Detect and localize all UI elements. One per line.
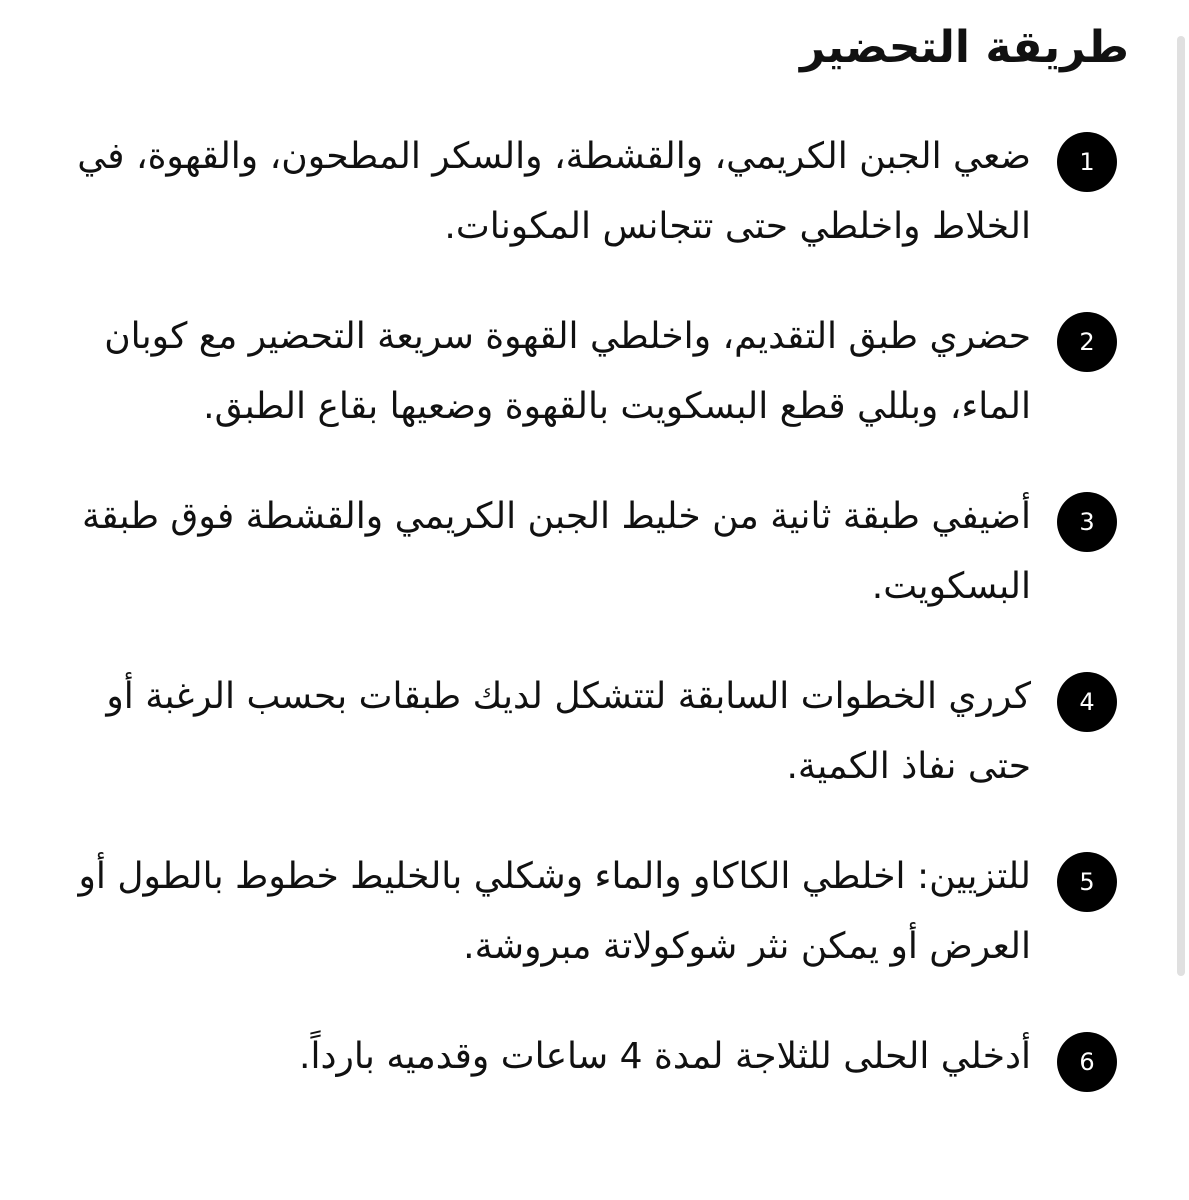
step-item (0, 122, 1189, 262)
step-item (0, 662, 1189, 802)
step-number-badge: 5 (1057, 852, 1117, 912)
step-text: أدخلي الحلى للثلاجة لمدة 4 ساعات وقدميه بارداً. (299, 1036, 1031, 1077)
step-text: للتزيين: اخلطي الكاكاو والماء وشكلي بالخليط خطوط بالطول أو العرض أو يمكن نثر شوكولاتة مبروشة. (78, 856, 1031, 967)
step-text: ضعي الجبن الكريمي، والقشطة، والسكر المطحون، والقهوة، في الخلاط واخلطي حتى تتجانس المكونات. (77, 136, 1031, 247)
step-number-badge: 4 (1057, 672, 1117, 732)
step-text: أضيفي طبقة ثانية من خليط الجبن الكريمي والقشطة فوق طبقة البسكويت. (81, 496, 1031, 607)
step-item (0, 482, 1189, 622)
step-text: كرري الخطوات السابقة لتتشكل لديك طبقات بحسب الرغبة أو حتى نفاذ الكمية. (106, 676, 1031, 787)
step-item (0, 842, 1189, 982)
page-title: طريقة التحضير (800, 22, 1129, 73)
step-number-badge: 2 (1057, 312, 1117, 372)
vertical-scrollbar[interactable] (1177, 36, 1185, 976)
step-text: حضري طبق التقديم، واخلطي القهوة سريعة التحضير مع كوبان الماء، وبللي قطع البسكويت بالقهوة وضعيها بقاع الطبق. (104, 316, 1031, 427)
step-item (0, 1022, 1189, 1092)
steps-list (0, 122, 1189, 1132)
step-item (0, 302, 1189, 442)
step-number-badge: 3 (1057, 492, 1117, 552)
step-number-badge: 1 (1057, 132, 1117, 192)
step-number-badge: 6 (1057, 1032, 1117, 1092)
